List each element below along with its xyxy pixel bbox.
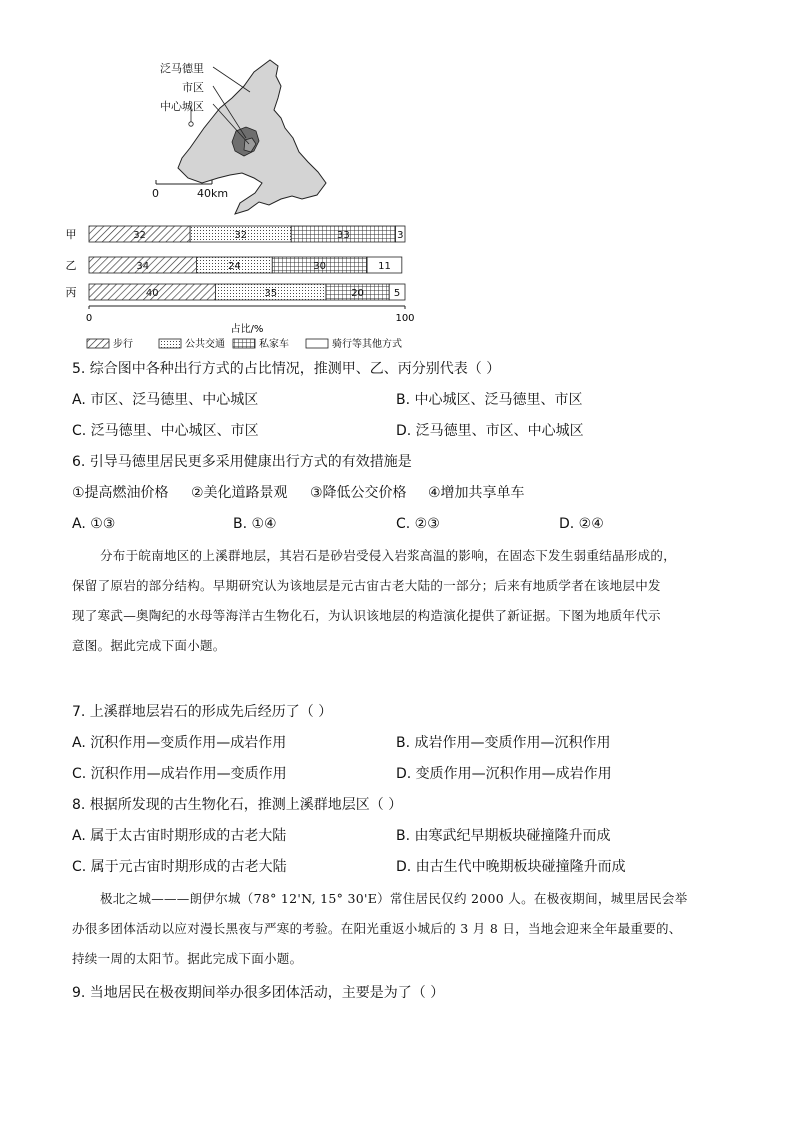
legend-swatch [233, 339, 255, 348]
passage-line: 极北之城———朗伊尔城（78° 12'N, 15° 30'E）常住居民仅约 2000 人。在极夜期间，城里居民会举 [100, 891, 688, 906]
q7-option-c[interactable]: C. 沉积作用—成岩作用—变质作用 [72, 766, 287, 782]
legend-swatch [159, 339, 181, 348]
q6-item-4: ④增加共享单车 [428, 485, 525, 501]
q8-option-d[interactable]: D. 由古生代中晚期板块碰撞隆升而成 [396, 859, 626, 875]
map-label-central: 中心城区 [160, 100, 204, 113]
q6-option-a[interactable]: A. ①③ [72, 516, 116, 532]
data-label: 35 [264, 288, 278, 299]
q8-option-a[interactable]: A. 属于太古宙时期形成的古老大陆 [72, 828, 287, 844]
q6-option-b[interactable]: B. ①④ [233, 516, 277, 532]
passage-geology [72, 541, 732, 661]
data-label: 40 [145, 288, 159, 299]
map-label-city: 市区 [182, 81, 204, 94]
q8-option-c[interactable]: C. 属于元古宙时期形成的古老大陆 [72, 859, 287, 875]
data-label: 5 [393, 288, 401, 299]
passage-longyearbyen [72, 884, 732, 974]
map-label-greater-madrid: 泛马德里 [160, 62, 204, 75]
x-axis-label: 占比/% [230, 324, 264, 335]
scale-distance: 40km [197, 187, 229, 200]
passage-line: 分布于皖南地区的上溪群地层，其岩石是砂岩受侵入岩浆高温的影响，在固态下发生弱重结晶形成的， [100, 548, 677, 563]
q5-option-c[interactable]: C. 泛马德里、中心城区、市区 [72, 423, 259, 439]
q8-option-b[interactable]: B. 由寒武纪早期板块碰撞隆升而成 [396, 828, 611, 844]
data-label: 20 [351, 288, 364, 299]
category-label: 丙 [65, 286, 77, 299]
data-label: 11 [378, 261, 391, 272]
passage-line: 现了寒武—奥陶纪的水母等海洋古生物化石，为认识该地层的构造演化提供了新证据。下图为地质年代示 [72, 608, 661, 623]
legend-label: 公共交通 [185, 339, 225, 350]
q6-option-d[interactable]: D. ②④ [559, 516, 604, 532]
data-label: 32 [133, 230, 146, 241]
q7-option-b[interactable]: B. 成岩作用—变质作用—沉积作用 [396, 735, 611, 751]
data-label: 3 [397, 230, 404, 241]
q5-option-a[interactable]: A. 市区、泛马德里、中心城区 [72, 392, 259, 408]
category-label: 乙 [65, 259, 77, 272]
data-label: 34 [136, 261, 150, 272]
q5-option-d[interactable]: D. 泛马德里、市区、中心城区 [396, 423, 584, 439]
legend-label: 步行 [113, 339, 133, 350]
x-tick-label: 100 [395, 313, 415, 324]
q6-item-1: ①提高燃油价格 [72, 485, 169, 501]
passage-line: 保留了原岩的部分结构。早期研究认为该地层是元古宙古老大陆的一部分；后来有地质学者在该地层中发 [72, 578, 661, 593]
x-tick-label: 0 [85, 313, 93, 324]
data-label: 30 [313, 261, 327, 272]
data-label: 32 [234, 230, 248, 241]
q6-item-2: ②美化道路景观 [191, 485, 288, 501]
data-label: 33 [337, 230, 350, 241]
q6-stem: 6. 引导马德里居民更多采用健康出行方式的有效措施是 [72, 454, 412, 470]
legend-label: 骑行等其他方式 [332, 339, 402, 350]
q6-option-c[interactable]: C. ②③ [396, 516, 440, 532]
q5-option-b[interactable]: B. 中心城区、泛马德里、市区 [396, 392, 583, 408]
data-label: 24 [227, 261, 241, 272]
legend-label: 私家车 [259, 339, 289, 350]
passage-line: 办很多团体活动以应对漫长黑夜与严寒的考验。在阳光重返小城后的 3 月 8 日，当地会迎来全年最重要的、 [72, 921, 682, 936]
scale-zero: 0 [152, 187, 159, 200]
passage-line: 持续一周的太阳节。据此完成下面小题。 [72, 951, 303, 966]
madrid-map [150, 52, 330, 217]
q7-stem: 7. 上溪群地层岩石的形成先后经历了（ ） [72, 704, 333, 720]
q6-item-3: ③降低公交价格 [310, 485, 407, 501]
passage-line: 意图。据此完成下面小题。 [72, 638, 226, 653]
legend-swatch [87, 339, 109, 348]
legend-swatch [306, 339, 328, 348]
q5-stem: 5. 综合图中各种出行方式的占比情况，推测甲、乙、丙分别代表（ ） [72, 361, 501, 377]
category-label: 甲 [65, 228, 77, 241]
q8-stem: 8. 根据所发现的古生物化石，推测上溪群地层区（ ） [72, 797, 403, 813]
travel-mode-chart [62, 218, 432, 358]
q7-option-d[interactable]: D. 变质作用—沉积作用—成岩作用 [396, 766, 612, 782]
q9-stem: 9. 当地居民在极夜期间举办很多团体活动，主要是为了（ ） [72, 985, 445, 1001]
q7-option-a[interactable]: A. 沉积作用—变质作用—成岩作用 [72, 735, 287, 751]
